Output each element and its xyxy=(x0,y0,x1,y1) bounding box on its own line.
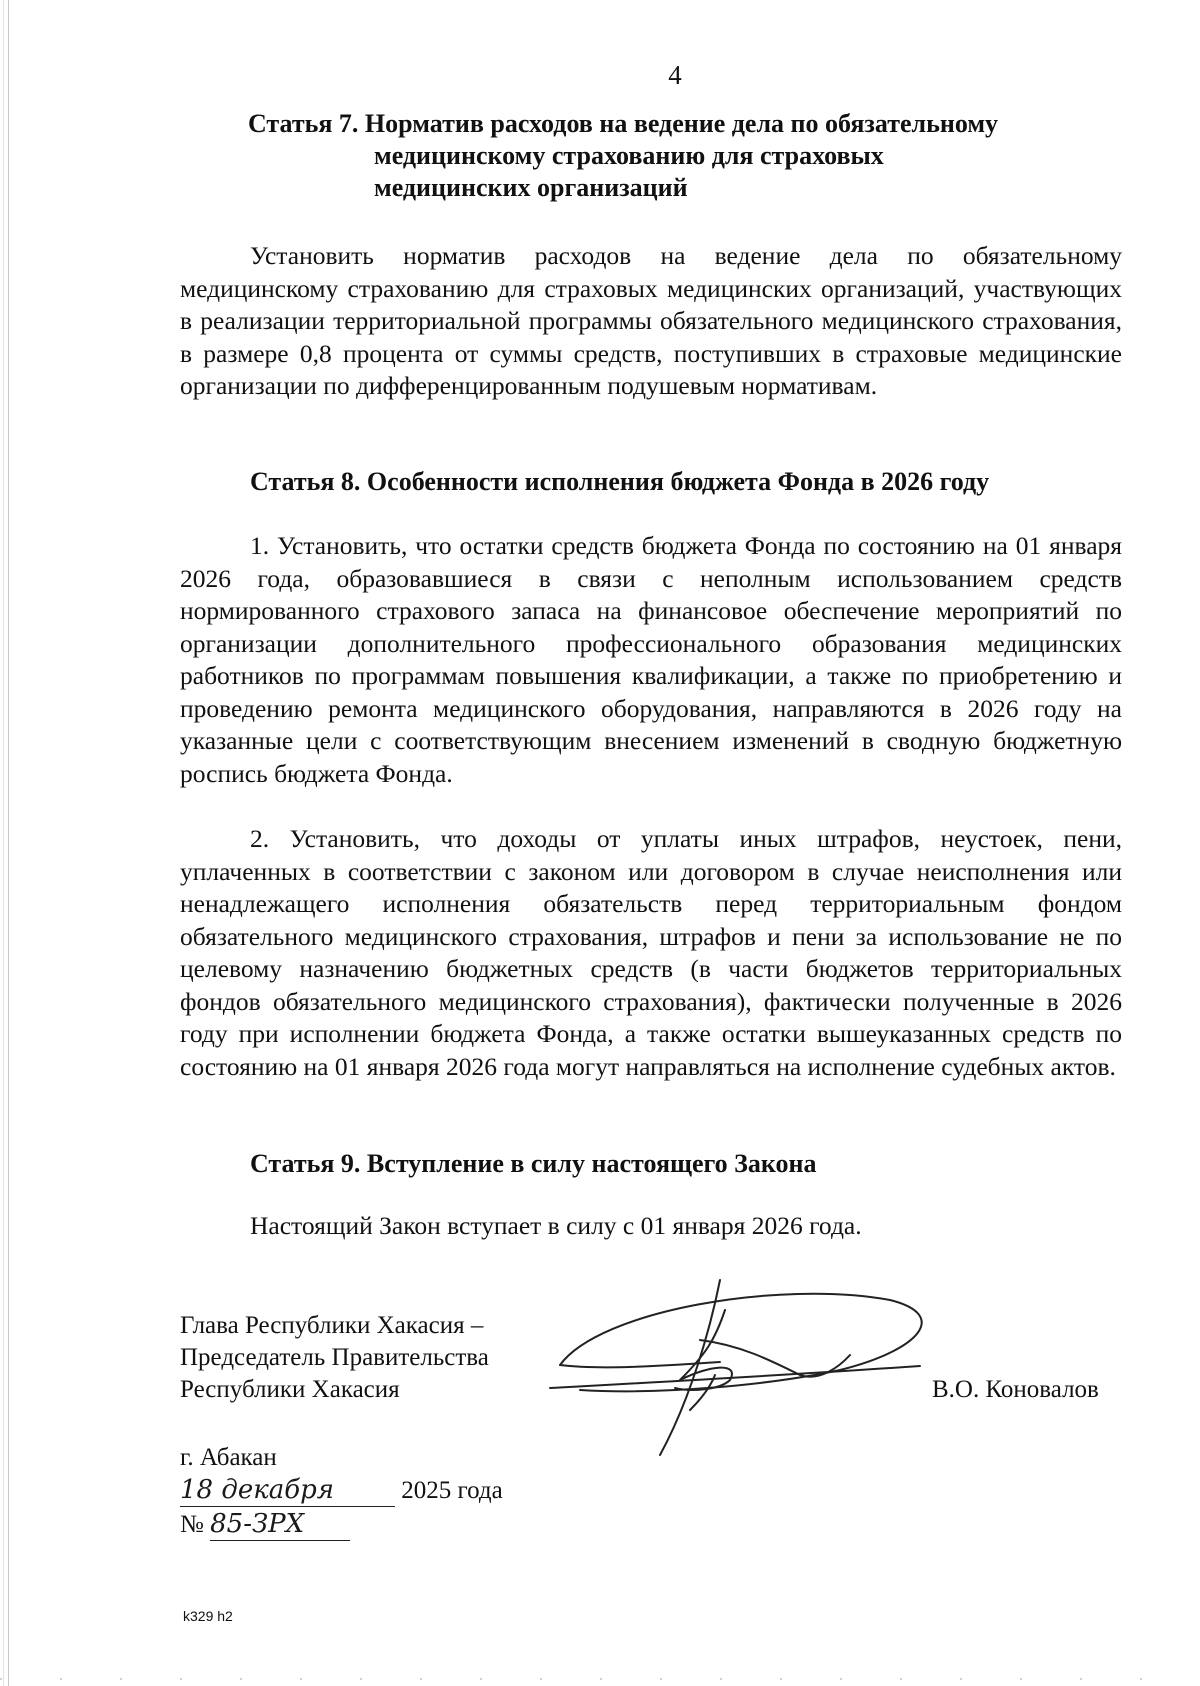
law-number-line xyxy=(180,1508,350,1541)
article-8-paragraph-1 xyxy=(180,530,1122,790)
article-7-title xyxy=(248,108,998,204)
handwritten-signature xyxy=(540,1270,950,1460)
article-8-paragraph-2-text: 2. Установить, что доходы от уплаты иных штрафов, неустоек, пени, уплаченных в соответствии с законом или договором в случае неисполнения или ненадлежащего исполнения обязательств перед территориальным фондом обязательного медицинского страхования, штрафов и пени за использование не по целевому назначению бюджетных средств (в части бюджетов территориальных фондов обязательного медицинского страхования), фактически полученные в 2026 году при исполнении бюджета Фонда, а также остатки вышеуказанных средств по состоянию на 01 января 2026 года могут направляться на исполнение судебных актов. xyxy=(180,824,1122,1081)
date-line xyxy=(180,1474,503,1507)
article-7-title-line3: медицинских организаций xyxy=(374,173,688,202)
article-7-title-line2: медицинскому страхованию для страховых xyxy=(374,141,884,170)
scan-bottom-artifacts xyxy=(0,1678,1200,1680)
date-year: 2025 года xyxy=(401,1477,503,1504)
signatory-line-3: Республики Хакасия xyxy=(180,1376,400,1403)
document-code: k329 h2 xyxy=(183,1608,233,1624)
handwritten-date: 18 декабря xyxy=(180,1474,395,1507)
signatory-name: В.О. Коновалов xyxy=(932,1376,1099,1403)
article-9-paragraph xyxy=(180,1210,1122,1243)
signatory-line-1: Глава Республики Хакасия – xyxy=(180,1312,484,1339)
scan-edge-line xyxy=(8,0,9,1686)
article-8-title: Статья 8. Особенности исполнения бюджета Фонда в 2026 году xyxy=(250,467,990,496)
article-8-paragraph-2 xyxy=(180,823,1122,1083)
handwritten-law-number: 85-ЗРХ xyxy=(210,1508,350,1541)
article-8-paragraph-1-text: 1. Установить, что остатки средств бюджета Фонда по состоянию на 01 января 2026 года, образовавшиеся в связи с неполным использованием средств нормированного страхового запаса на финансовое обеспечение мероприятий по организации дополнительного профессионального образования медицинских работников по программам повышения квалификации, а также по приобретению и проведению ремонта медицинского оборудования, направляются в 2026 году на указанные цели с соответствующим внесением изменений в сводную бюджетную роспись бюджета Фонда. xyxy=(180,531,1122,788)
article-7-paragraph-text: Установить норматив расходов на ведение дела по обязательному медицинскому страхованию для страховых медицинских организаций, участвующих в реализации территориальной программы обязательного медицинского страхования, в размере 0,8 процента от суммы средств, поступивших в страховые медицинские организации по дифференцированным подушевым нормативам. xyxy=(180,241,1122,400)
scan-edge-line xyxy=(3,0,4,1686)
article-9-title: Статья 9. Вступление в силу настоящего Закона xyxy=(250,1149,817,1178)
article-9-paragraph-text: Настоящий Закон вступает в силу с 01 января 2026 года. xyxy=(250,1211,862,1240)
number-sign: № xyxy=(180,1511,204,1538)
place: г. Абакан xyxy=(180,1444,277,1471)
page-number: 4 xyxy=(668,60,682,90)
article-7-paragraph xyxy=(180,240,1122,403)
article-7-title-line1: Статья 7. Норматив расходов на ведение дела по обязательному xyxy=(248,109,999,138)
signatory-line-2: Председатель Правительства xyxy=(180,1344,489,1371)
signatory-title xyxy=(180,1310,489,1406)
